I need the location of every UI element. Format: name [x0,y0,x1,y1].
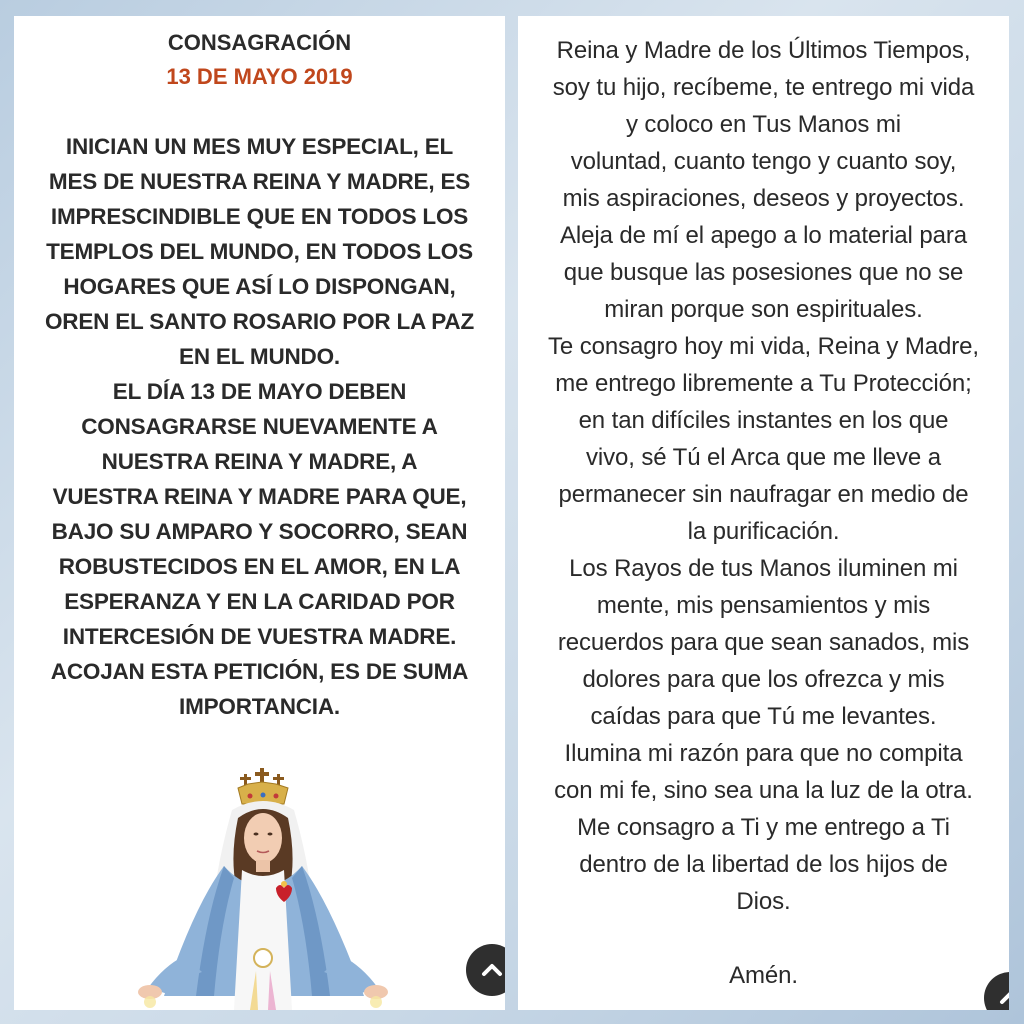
message-line: HOGARES QUE ASÍ LO DISPONGAN, [63,274,456,299]
prayer-line: mis aspiraciones, deseos y proyectos. [562,185,965,212]
prayer-line: caídas para que Tú me levantes. [590,703,937,730]
message-line: CONSAGRARSE NUEVAMENTE A [81,414,438,439]
prayer-line: Te consagro hoy mi vida, Reina y Madre, [548,333,979,360]
scroll-to-top-button[interactable] [466,944,505,996]
consecration-date: 13 DE MAYO 2019 [166,64,353,89]
prayer-line: dolores para que los ofrezca y mis [582,666,945,693]
message-line: MES DE NUESTRA REINA Y MADRE, ES [48,169,471,194]
prayer-line: la purificación. [687,518,840,545]
prayer-line: voluntad, cuanto tengo y cuanto soy, [570,148,957,175]
prayer-line: soy tu hijo, recíbeme, te entrego mi vida [552,74,975,101]
message-line: ACOJAN ESTA PETICIÓN, ES DE SUMA [50,659,469,684]
prayer-line: Dios. [736,888,791,915]
prayer-line: me entrego libremente a Tu Protección; [555,370,972,397]
message-line: VUESTRA REINA Y MADRE PARA QUE, [52,484,467,509]
prayer-line: permanecer sin naufragar en medio de [558,481,969,508]
message-line: ROBUSTECIDOS EN EL AMOR, EN LA [58,554,461,579]
message-line: BAJO SU AMPARO Y SOCORRO, SEAN [51,519,468,544]
message-line: NUESTRA REINA Y MADRE, A [101,449,418,474]
virgin-mary-image [124,766,404,1010]
message-line: TEMPLOS DEL MUNDO, EN TODOS LOS [46,239,473,264]
prayer-line: y coloco en Tus Manos mi [625,111,902,138]
prayer-line: mente, mis pensamientos y mis [596,592,931,619]
prayer-line: recuerdos para que sean sanados, mis [557,629,970,656]
message-line: EN EL MUNDO. [179,344,340,369]
message-text [32,129,487,724]
message-line: INTERCESIÓN DE VUESTRA MADRE. [62,624,457,649]
chevron-up-icon [997,985,1009,1010]
chevron-up-icon [479,957,505,983]
prayer-line: Ilumina mi razón para que no compita [564,740,963,767]
prayer-line-amen: Amén. [729,962,798,989]
prayer-line: que busque las posesiones que no se [563,259,964,286]
prayer-line: vivo, sé Tú el Arca que me lleve a [585,444,941,471]
left-screenshot-panel [14,16,505,1010]
prayer-line: Reina y Madre de los Últimos Tiempos, [556,37,971,64]
prayer-line: dentro de la libertad de los hijos de [579,851,948,878]
message-line: INICIAN UN MES MUY ESPECIAL, EL [65,134,454,159]
prayer-line: Los Rayos de tus Manos iluminen mi [569,555,958,582]
message-line: ESPERANZA Y EN LA CARIDAD POR [64,589,455,614]
message-line: EL DÍA 13 DE MAYO DEBEN [112,379,407,404]
message-line: IMPRESCINDIBLE QUE EN TODOS LOS [50,204,469,229]
message-line: IMPORTANCIA. [179,694,340,719]
prayer-line: Me consagro a Ti y me entrego a Ti [577,814,950,841]
consecration-title: CONSAGRACIÓN [167,30,352,55]
prayer-line [524,920,1003,957]
right-screenshot-panel [518,16,1009,1010]
prayer-line: en tan difíciles instantes en los que [578,407,949,434]
prayer-line: miran porque son espirituales. [604,296,923,323]
prayer-text [524,32,1003,994]
prayer-line: con mi fe, sino sea una la luz de la otra. [554,777,973,804]
message-line: OREN EL SANTO ROSARIO POR LA PAZ [44,309,475,334]
prayer-line: Aleja de mí el apego a lo material para [559,222,967,249]
